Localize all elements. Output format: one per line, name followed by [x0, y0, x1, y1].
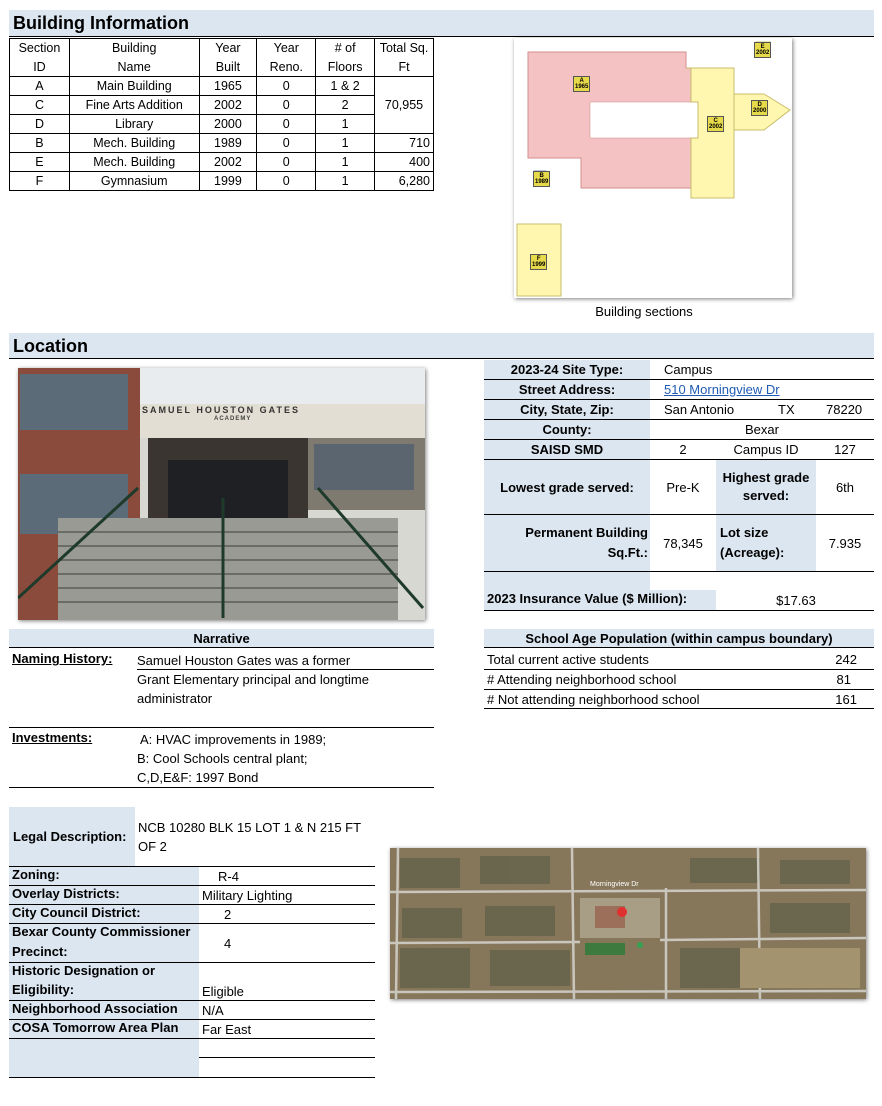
naming-history-line-2: Grant Elementary principal and longtime — [137, 672, 369, 687]
col-header-section: Section — [10, 39, 70, 58]
lowest-grade-label: Lowest grade served: — [484, 460, 650, 514]
table-row — [10, 172, 434, 191]
council-label: City Council District: — [12, 905, 141, 920]
council-value: 2 — [224, 907, 232, 922]
address-link[interactable]: 510 Morningview Dr — [664, 382, 780, 397]
col-header-year-reno: Year — [257, 39, 316, 58]
building-name: Gymnasium — [69, 172, 199, 191]
campus-id-value: 127 — [834, 442, 856, 457]
site-type-label: 2023-24 Site Type: — [484, 360, 650, 379]
building-info-header — [9, 10, 874, 37]
neighborhood-label: Neighborhood Association — [12, 1001, 178, 1016]
cosa-label: COSA Tomorrow Area Plan — [12, 1020, 179, 1035]
population-title: School Age Population (within campus boundary) — [484, 629, 874, 648]
zoning-value: R-4 — [218, 869, 239, 884]
table-row — [10, 153, 434, 172]
year-built: 2000 — [199, 115, 257, 134]
population-label: # Not attending neighborhood school — [487, 692, 700, 707]
building-sections-map — [514, 38, 792, 298]
legal-label-cell — [9, 807, 135, 866]
building-info-title: Building Information — [13, 13, 189, 33]
year-reno: 0 — [257, 77, 316, 96]
smd-label: SAISD SMD — [484, 440, 650, 459]
col-header-floors: # of — [316, 39, 375, 58]
historic-value: Eligible — [202, 984, 244, 999]
year-reno: 0 — [257, 172, 316, 191]
col-header-year-built-2: Built — [199, 58, 257, 77]
investments-label: Investments: — [12, 730, 93, 745]
naming-history-line-1: Samuel Houston Gates was a former — [137, 653, 351, 668]
col-header-building-2: Name — [69, 58, 199, 77]
legal-line-1: NCB 10280 BLK 15 LOT 1 & N 215 FT — [138, 820, 362, 835]
lowest-grade-value: Pre-K — [666, 479, 700, 495]
table-row — [10, 96, 434, 115]
city-value: San Antonio — [664, 402, 735, 417]
building-table — [9, 38, 434, 191]
school-photo — [18, 368, 425, 620]
map-label-f: F 1999 — [532, 256, 546, 268]
floors: 1 — [316, 153, 375, 172]
zip-value: 78220 — [826, 402, 863, 417]
lot-size-label: Lot size (Acreage): — [716, 515, 816, 571]
col-header-sqft-2: Ft — [375, 58, 434, 77]
aerial-street-label: Morningview Dr — [590, 881, 639, 888]
table-row — [10, 77, 434, 96]
year-built: 2002 — [199, 153, 257, 172]
location-title: Location — [13, 336, 88, 356]
location-header — [9, 333, 874, 359]
floors: 1 — [316, 115, 375, 134]
legal-line-2: OF 2 — [138, 839, 167, 854]
col-header-sqft: Total Sq. — [375, 39, 434, 58]
merged-sqft: 70,955 — [375, 77, 434, 134]
col-header-building: Building — [69, 39, 199, 58]
building-table-header-row-2 — [10, 58, 434, 77]
population-value: 81 — [836, 672, 851, 687]
photo-sign-text: SAMUEL HOUSTON GATES — [142, 405, 301, 415]
aerial-map — [390, 848, 866, 999]
population-value: 242 — [835, 652, 857, 667]
col-header-year-reno-2: Reno. — [257, 58, 316, 77]
insurance-value: $17.63 — [776, 593, 816, 608]
year-reno: 0 — [257, 134, 316, 153]
lot-size-value: 7.935 — [828, 535, 862, 551]
naming-history-line-3: administrator — [137, 691, 213, 706]
table-row — [10, 134, 434, 153]
building-name: Mech. Building — [69, 153, 199, 172]
floors: 2 — [316, 96, 375, 115]
commissioner-value: 4 — [224, 936, 232, 951]
perm-sqft-label: Permanent Building Sq.Ft.: — [484, 515, 650, 571]
building-name: Main Building — [69, 77, 199, 96]
sqft: 400 — [375, 153, 434, 172]
commissioner-label-2: Precinct: — [12, 944, 68, 959]
year-reno: 0 — [257, 153, 316, 172]
sqft: 6,280 — [375, 172, 434, 191]
overlay-label: Overlay Districts: — [12, 886, 120, 901]
table-row — [10, 115, 434, 134]
perm-sqft-value: 78,345 — [663, 535, 703, 551]
map-caption: Building sections — [595, 304, 693, 319]
col-header-section-2: ID — [10, 58, 70, 77]
map-label-a: A 1965 — [575, 78, 589, 90]
col-header-floors-2: Floors — [316, 58, 375, 77]
col-header-year-built: Year — [199, 39, 257, 58]
building-sections-svg — [514, 38, 792, 298]
population-value: 161 — [835, 692, 857, 707]
section-id: D — [10, 115, 70, 134]
investments-line-2: B: Cool Schools central plant; — [137, 751, 308, 766]
overlay-value: Military Lighting — [202, 888, 293, 903]
cosa-value: Far East — [202, 1022, 252, 1037]
investments-line-1: A: HVAC improvements in 1989; — [140, 732, 327, 747]
year-reno: 0 — [257, 96, 316, 115]
map-label-e: E 2002 — [756, 44, 770, 56]
building-table-header-row-1 — [10, 39, 434, 58]
map-label-d: D 2000 — [753, 102, 767, 114]
legal-description-label: Legal Description: — [13, 829, 127, 844]
historic-label-1: Historic Designation or — [12, 963, 156, 978]
year-built: 1989 — [199, 134, 257, 153]
photo-sign-text-2: ACADEMY — [214, 416, 252, 422]
population-label: # Attending neighborhood school — [487, 672, 677, 687]
floors: 1 — [316, 134, 375, 153]
section-id: A — [10, 77, 70, 96]
floors: 1 & 2 — [316, 77, 375, 96]
zoning-label: Zoning: — [12, 867, 60, 882]
year-built: 1999 — [199, 172, 257, 191]
sqft: 710 — [375, 134, 434, 153]
insurance-label: 2023 Insurance Value ($ Million): — [487, 591, 688, 606]
year-built: 2002 — [199, 96, 257, 115]
highest-grade-value: 6th — [835, 479, 855, 495]
section-id: B — [10, 134, 70, 153]
year-built: 1965 — [199, 77, 257, 96]
address-label: Street Address: — [484, 380, 650, 399]
narrative-title: Narrative — [9, 629, 434, 648]
highest-grade-label: Highest grade served: — [716, 460, 816, 514]
map-label-c: C 2002 — [709, 118, 723, 130]
section-id: E — [10, 153, 70, 172]
historic-label-2: Eligibility: — [12, 982, 75, 997]
csz-label: City, State, Zip: — [484, 400, 650, 419]
commissioner-label-1: Bexar County Commissioner — [12, 924, 191, 939]
map-label-b: B 1989 — [535, 173, 549, 185]
state-value: TX — [778, 402, 795, 417]
section-id: F — [10, 172, 70, 191]
aerial-map-svg — [390, 848, 866, 999]
year-reno: 0 — [257, 115, 316, 134]
county-label: County: — [484, 420, 650, 439]
courtyard-shape — [590, 102, 698, 138]
floors: 1 — [316, 172, 375, 191]
smd-value: 2 — [679, 442, 687, 457]
site-type-value: Campus — [664, 362, 713, 377]
building-name: Library — [69, 115, 199, 134]
building-name: Fine Arts Addition — [69, 96, 199, 115]
section-id: C — [10, 96, 70, 115]
population-label: Total current active students — [487, 652, 649, 667]
campus-id-label: Campus ID — [733, 442, 799, 457]
blank-cell — [484, 572, 650, 590]
building-name: Mech. Building — [69, 134, 199, 153]
naming-history-label: Naming History: — [12, 651, 113, 666]
neighborhood-value: N/A — [202, 1003, 224, 1018]
county-value: Bexar — [745, 422, 779, 437]
investments-line-3: C,D,E&F: 1997 Bond — [137, 770, 259, 785]
